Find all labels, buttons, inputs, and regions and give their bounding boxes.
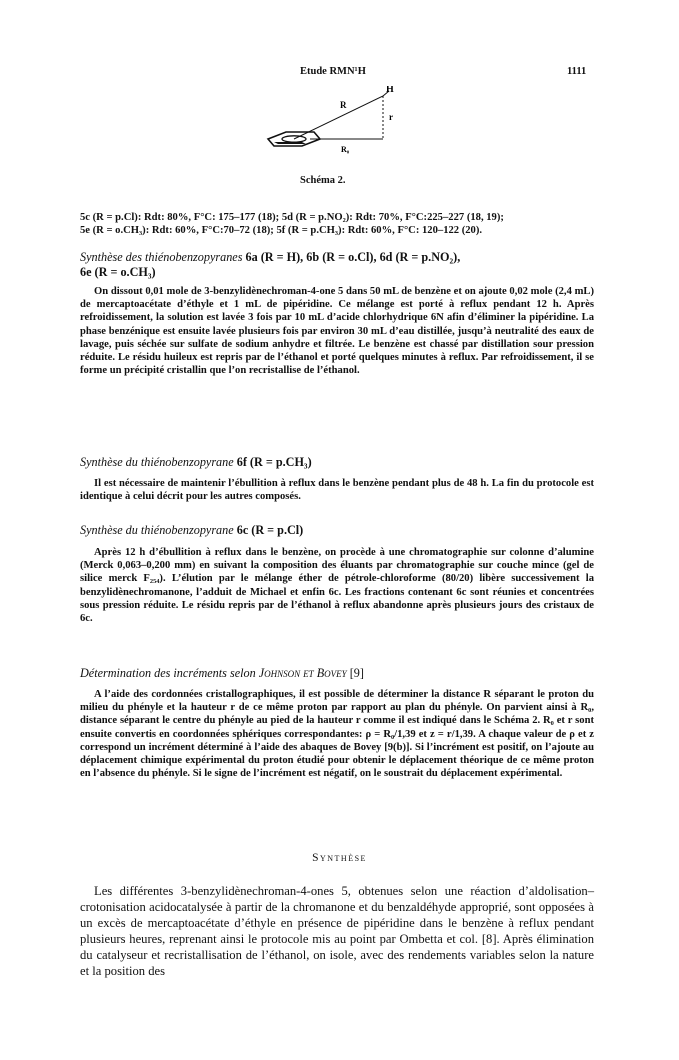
section1-heading-line2: 6e (R = o.CH₃) [80,265,156,279]
section2-heading-rest: 6f (R = p.CH₃) [233,455,312,469]
compounds-data [80,211,594,237]
label-r: r [389,112,393,122]
distance-R-line [294,96,383,139]
section1-heading-italic: Synthèse des thiénobenzopyranes [80,250,243,264]
section4-body: A l’aide des cordonnées cristallographiques, il est possible de déterminer la distance R séparant le proton du milieu du phényle et la hauteur r de ce même proton par rapport au plan du phényle. On parvient ainsi à R₀, distance séparant le centre du phényle au pied de la hauteur r comme il est indiqué dans le Schéma 2. R₀ et r sont ensuite convertis en coordonnées sphériques correspondantes: ρ = R₀/1,39 et z = r/1,39. A chaque valeur de ρ et z correspond un incrément déterminé à l’aide des abaques de Bovey [9(b)]. Si l’incrément est positif, on l’ajoute au déplacement chimique expérimental du proton étudié pour obtenir le déplacement théorique de ce même proton en l’absence du phényle. Si le signe de l’incrément est négatif, on le soustrait du déplacement expérimental. [80,689,594,780]
section4-heading-ref: [9] [346,666,364,680]
section2-heading-italic: Synthèse du thiénobenzopyrane [80,455,234,469]
scheme-caption: Schéma 2. [300,175,346,186]
section4-heading [80,666,594,681]
synthese-body: Les différentes 3-benzylidènechroman-4-ones 5, obtenues selon une réaction d’aldolisation–crotonisation acidocatalysée à partir de la chromanone et du benzaldéhyde approprié, sont opposées à un excès de mercaptoacétate d’éthyle en présence de pipéridine dans le benzène à reflux pendant plusieurs heures, reprenant ainsi le protocole mis au point par Ombetta et col. [8]. Après élimination du catalyseur et recristallisation de l’éthanol, on isole, avec des rendements variables selon la nature et la position des [80,884,594,978]
section4-heading-authors: Johnson et Bovey [255,666,347,680]
section2-heading [80,455,594,470]
section2-body: Il est nécessaire de maintenir l’ébullition à reflux dans le benzène pendant plus de 48 h. La fin du protocole est identique à celui décrit pour les autres composés. [80,478,594,503]
section4-heading-italic: Détermination des incréments selon [80,666,256,680]
section3-body: Après 12 h d’ébullition à reflux dans le benzène, on procède à une chromatographie sur colonne d’alumine (Merck 0,063–0,200 mm) en suivant la composition des éluants par chromatographie sur couche mince (gel de silice merck F₂₅₄). L’élution par le mélange éther de pétrole-chloroforme (80/20) libère successivement la benzylidènechromanone, l’adduit de Michael et enfin 6c. Les fractions contenant 6c sont réunies et concentrées sous pression réduite. Le résidu repris par de l’éthanol à reflux abandonne après plusieurs jours des cristaux de 6c. [80,547,594,625]
section-title-synthese: Synthèse [312,852,367,864]
section3-heading-italic: Synthèse du thiénobenzopyrane [80,523,234,537]
page-number: 1111 [567,66,587,77]
section1-body: On dissout 0,01 mole de 3-benzylidènechroman-4-one 5 dans 50 mL de benzène et on ajoute 0,02 mole (2,4 mL) de mercaptoacétate d’éthyle et 1 mL de pipéridine. Ce mélange est porté à reflux pendant 12 h. Après refroidissement, la solution est lavée 3 fois par 10 mL d’acide chlorhydrique 6N afin d’éliminer la pipéridine. La phase benzénique est ensuite lavée plusieurs fois par environ 30 mL d’eau distillée, jusqu’à neutralité des eaux de lavage, puis séchée sur sulfate de sodium anhydre et filtrée. Le benzène est chassé par distillation sour pression réduite. Le résidu huileux est repris par de l’éthanol et porté quelques minutes à reflux. Par refroidissement, il se forme un précipité cristallin que l’on recristallise de l’éthanol. [80,286,594,377]
section1-heading [80,250,594,280]
label-R0: R₀ [341,145,350,154]
section3-heading [80,523,594,538]
section1-heading-rest: 6a (R = H), 6b (R = o.Cl), 6d (R = p.NO₂), [242,250,461,264]
compounds-line-1: 5c (R = p.Cl): Rdt: 80%, F°C: 175–177 (18); 5d (R = p.NO₂): Rdt: 70%, F°C:225–227 (18, 19); [80,212,504,223]
section3-heading-rest: 6c (R = p.Cl) [233,523,304,537]
label-H: H [386,86,394,95]
running-head: Etude RMN¹H [300,66,366,77]
scheme-2-diagram [250,86,410,156]
label-R: R [340,100,347,110]
compounds-line-2: 5e (R = o.CH₃): Rdt: 60%, F°C:70–72 (18); 5f (R = p.CH₃): Rdt: 60%, F°C: 120–122 (20). [80,225,483,237]
